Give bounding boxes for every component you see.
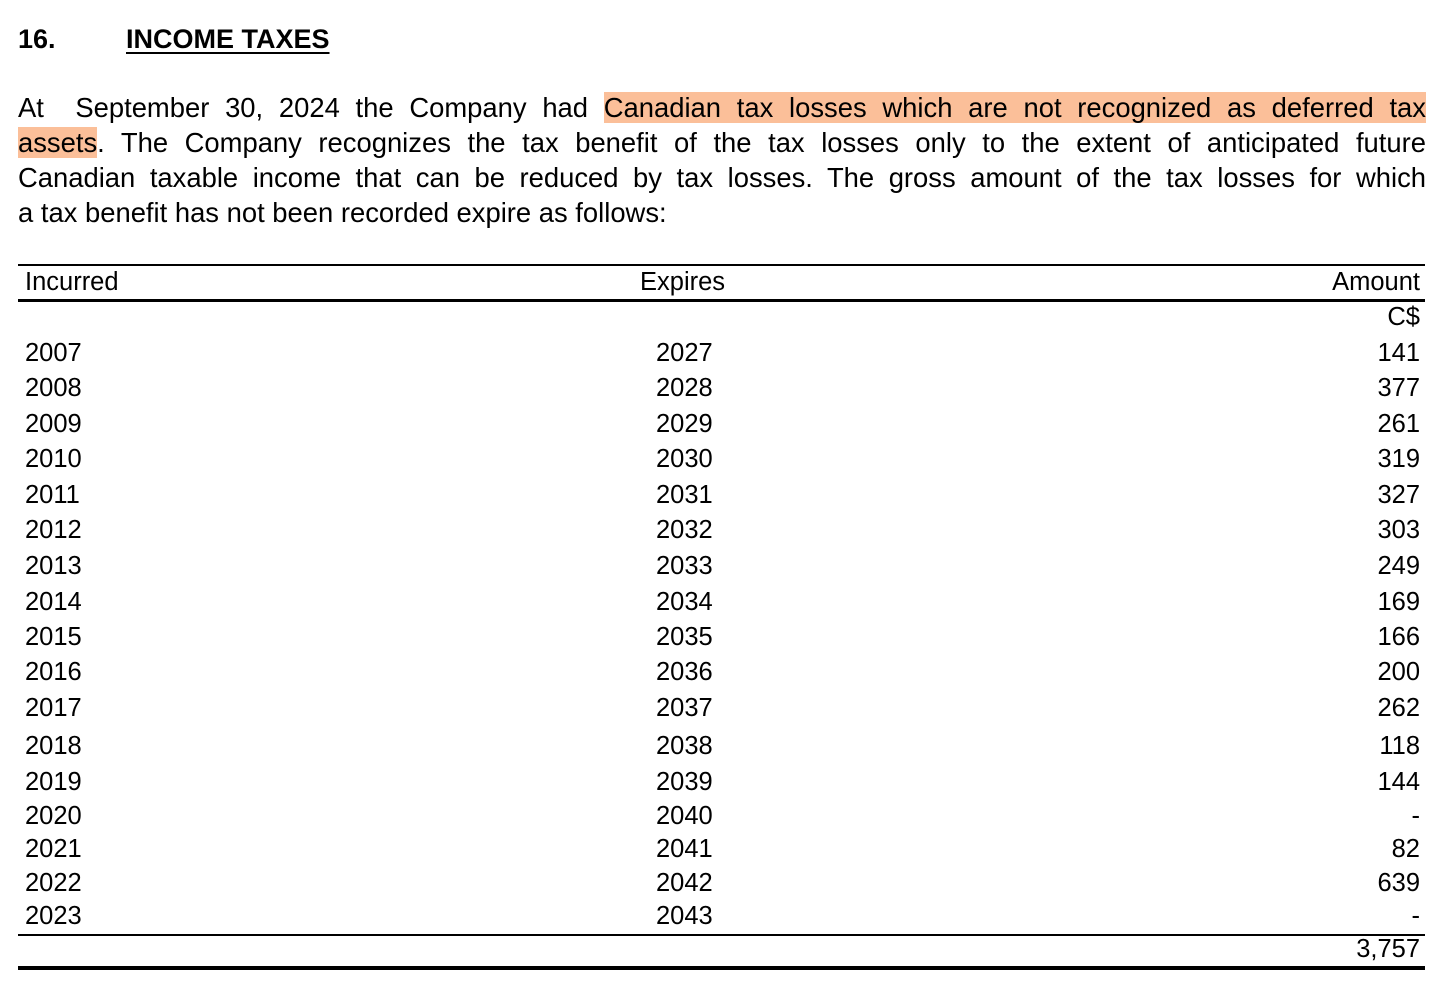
table-row — [18, 336, 1425, 370]
table-row — [18, 585, 1425, 619]
highlighted-text: assets — [18, 127, 98, 158]
table-row — [18, 549, 1425, 583]
cell-incurred: 2016 — [25, 658, 82, 686]
total-amount: 3,757 — [1356, 935, 1420, 963]
cell-amount: - — [1411, 802, 1420, 830]
section-number: 16. — [18, 24, 56, 54]
cell-expires: 2038 — [656, 732, 713, 760]
paragraph-text: At September 30, 2024 the Company had — [18, 92, 604, 123]
table-row — [18, 620, 1425, 654]
cell-expires: 2032 — [656, 516, 713, 544]
table-row — [18, 407, 1425, 441]
highlighted-text: Canadian tax losses which are not recognized as deferred tax — [603, 92, 1426, 123]
cell-expires: 2028 — [656, 374, 713, 402]
table-row — [18, 832, 1425, 866]
table-row — [18, 655, 1425, 689]
intro-paragraph — [18, 90, 1426, 230]
table-row — [18, 513, 1425, 547]
header-expires: Expires — [640, 268, 726, 296]
cell-amount: 303 — [1377, 516, 1420, 544]
cell-incurred: 2023 — [25, 902, 82, 930]
cell-incurred: 2014 — [25, 588, 82, 616]
cell-amount: 249 — [1377, 552, 1420, 580]
cell-expires: 2030 — [656, 445, 713, 473]
cell-amount: 144 — [1377, 768, 1420, 796]
cell-expires: 2043 — [656, 902, 713, 930]
cell-amount: 262 — [1377, 694, 1420, 722]
table-row — [18, 691, 1425, 725]
double-bottom-rule — [18, 966, 1425, 970]
table-row — [18, 729, 1425, 763]
cell-expires: 2040 — [656, 802, 713, 830]
cell-incurred: 2022 — [25, 869, 82, 897]
cell-amount: 141 — [1377, 339, 1420, 367]
table-row — [18, 899, 1425, 933]
cell-expires: 2039 — [656, 768, 713, 796]
table-row — [18, 866, 1425, 900]
cell-amount: 200 — [1377, 658, 1420, 686]
section-title: INCOME TAXES — [126, 24, 330, 54]
cell-incurred: 2021 — [25, 835, 82, 863]
table-top-rule — [18, 264, 1425, 266]
cell-incurred: 2018 — [25, 732, 82, 760]
cell-amount: 82 — [1391, 835, 1420, 863]
cell-amount: 639 — [1377, 869, 1420, 897]
cell-amount: 327 — [1377, 481, 1420, 509]
cell-expires: 2042 — [656, 869, 713, 897]
cell-amount: 169 — [1377, 588, 1420, 616]
table-row — [18, 371, 1425, 405]
section-heading — [18, 22, 330, 56]
paragraph-text: . The Company recognizes the tax benefit of the tax losses only to the extent of anticipated future — [97, 127, 1426, 158]
cell-amount: 118 — [1379, 732, 1420, 760]
cell-incurred: 2008 — [25, 374, 82, 402]
cell-expires: 2027 — [656, 339, 713, 367]
cell-incurred: 2015 — [25, 623, 82, 651]
paragraph-line-1 — [18, 90, 1426, 125]
cell-incurred: 2013 — [25, 552, 82, 580]
cell-incurred: 2009 — [25, 410, 82, 438]
cell-incurred: 2017 — [25, 694, 82, 722]
cell-incurred: 2011 — [25, 481, 80, 509]
paragraph-line-2 — [18, 125, 1426, 160]
cell-expires: 2035 — [656, 623, 713, 651]
cell-incurred: 2012 — [25, 516, 82, 544]
total-rule — [18, 934, 1425, 936]
cell-amount: 261 — [1377, 410, 1420, 438]
cell-amount: - — [1411, 902, 1420, 930]
table-row — [18, 478, 1425, 512]
cell-expires: 2036 — [656, 658, 713, 686]
paragraph-line-3: Canadian taxable income that can be reduced by tax losses. The gross amount of the tax losses for which — [18, 162, 1426, 193]
cell-incurred: 2010 — [25, 445, 82, 473]
cell-amount: 377 — [1377, 374, 1420, 402]
cell-incurred: 2020 — [25, 802, 82, 830]
cell-amount: 319 — [1377, 445, 1420, 473]
cell-amount: 166 — [1377, 623, 1420, 651]
header-rule — [18, 299, 1425, 302]
paragraph-line-4: a tax benefit has not been recorded expire as follows: — [18, 197, 667, 228]
table-row — [18, 442, 1425, 476]
table-row — [18, 799, 1425, 833]
cell-expires: 2041 — [656, 835, 713, 863]
header-amount: Amount — [1332, 268, 1420, 296]
header-incurred: Incurred — [25, 268, 119, 296]
cell-expires: 2029 — [656, 410, 713, 438]
cell-expires: 2033 — [656, 552, 713, 580]
table-row — [18, 765, 1425, 799]
cell-incurred: 2007 — [25, 339, 82, 367]
cell-expires: 2031 — [656, 481, 713, 509]
cell-incurred: 2019 — [25, 768, 82, 796]
currency-label: C$ — [1387, 303, 1420, 331]
cell-expires: 2034 — [656, 588, 713, 616]
cell-expires: 2037 — [656, 694, 713, 722]
